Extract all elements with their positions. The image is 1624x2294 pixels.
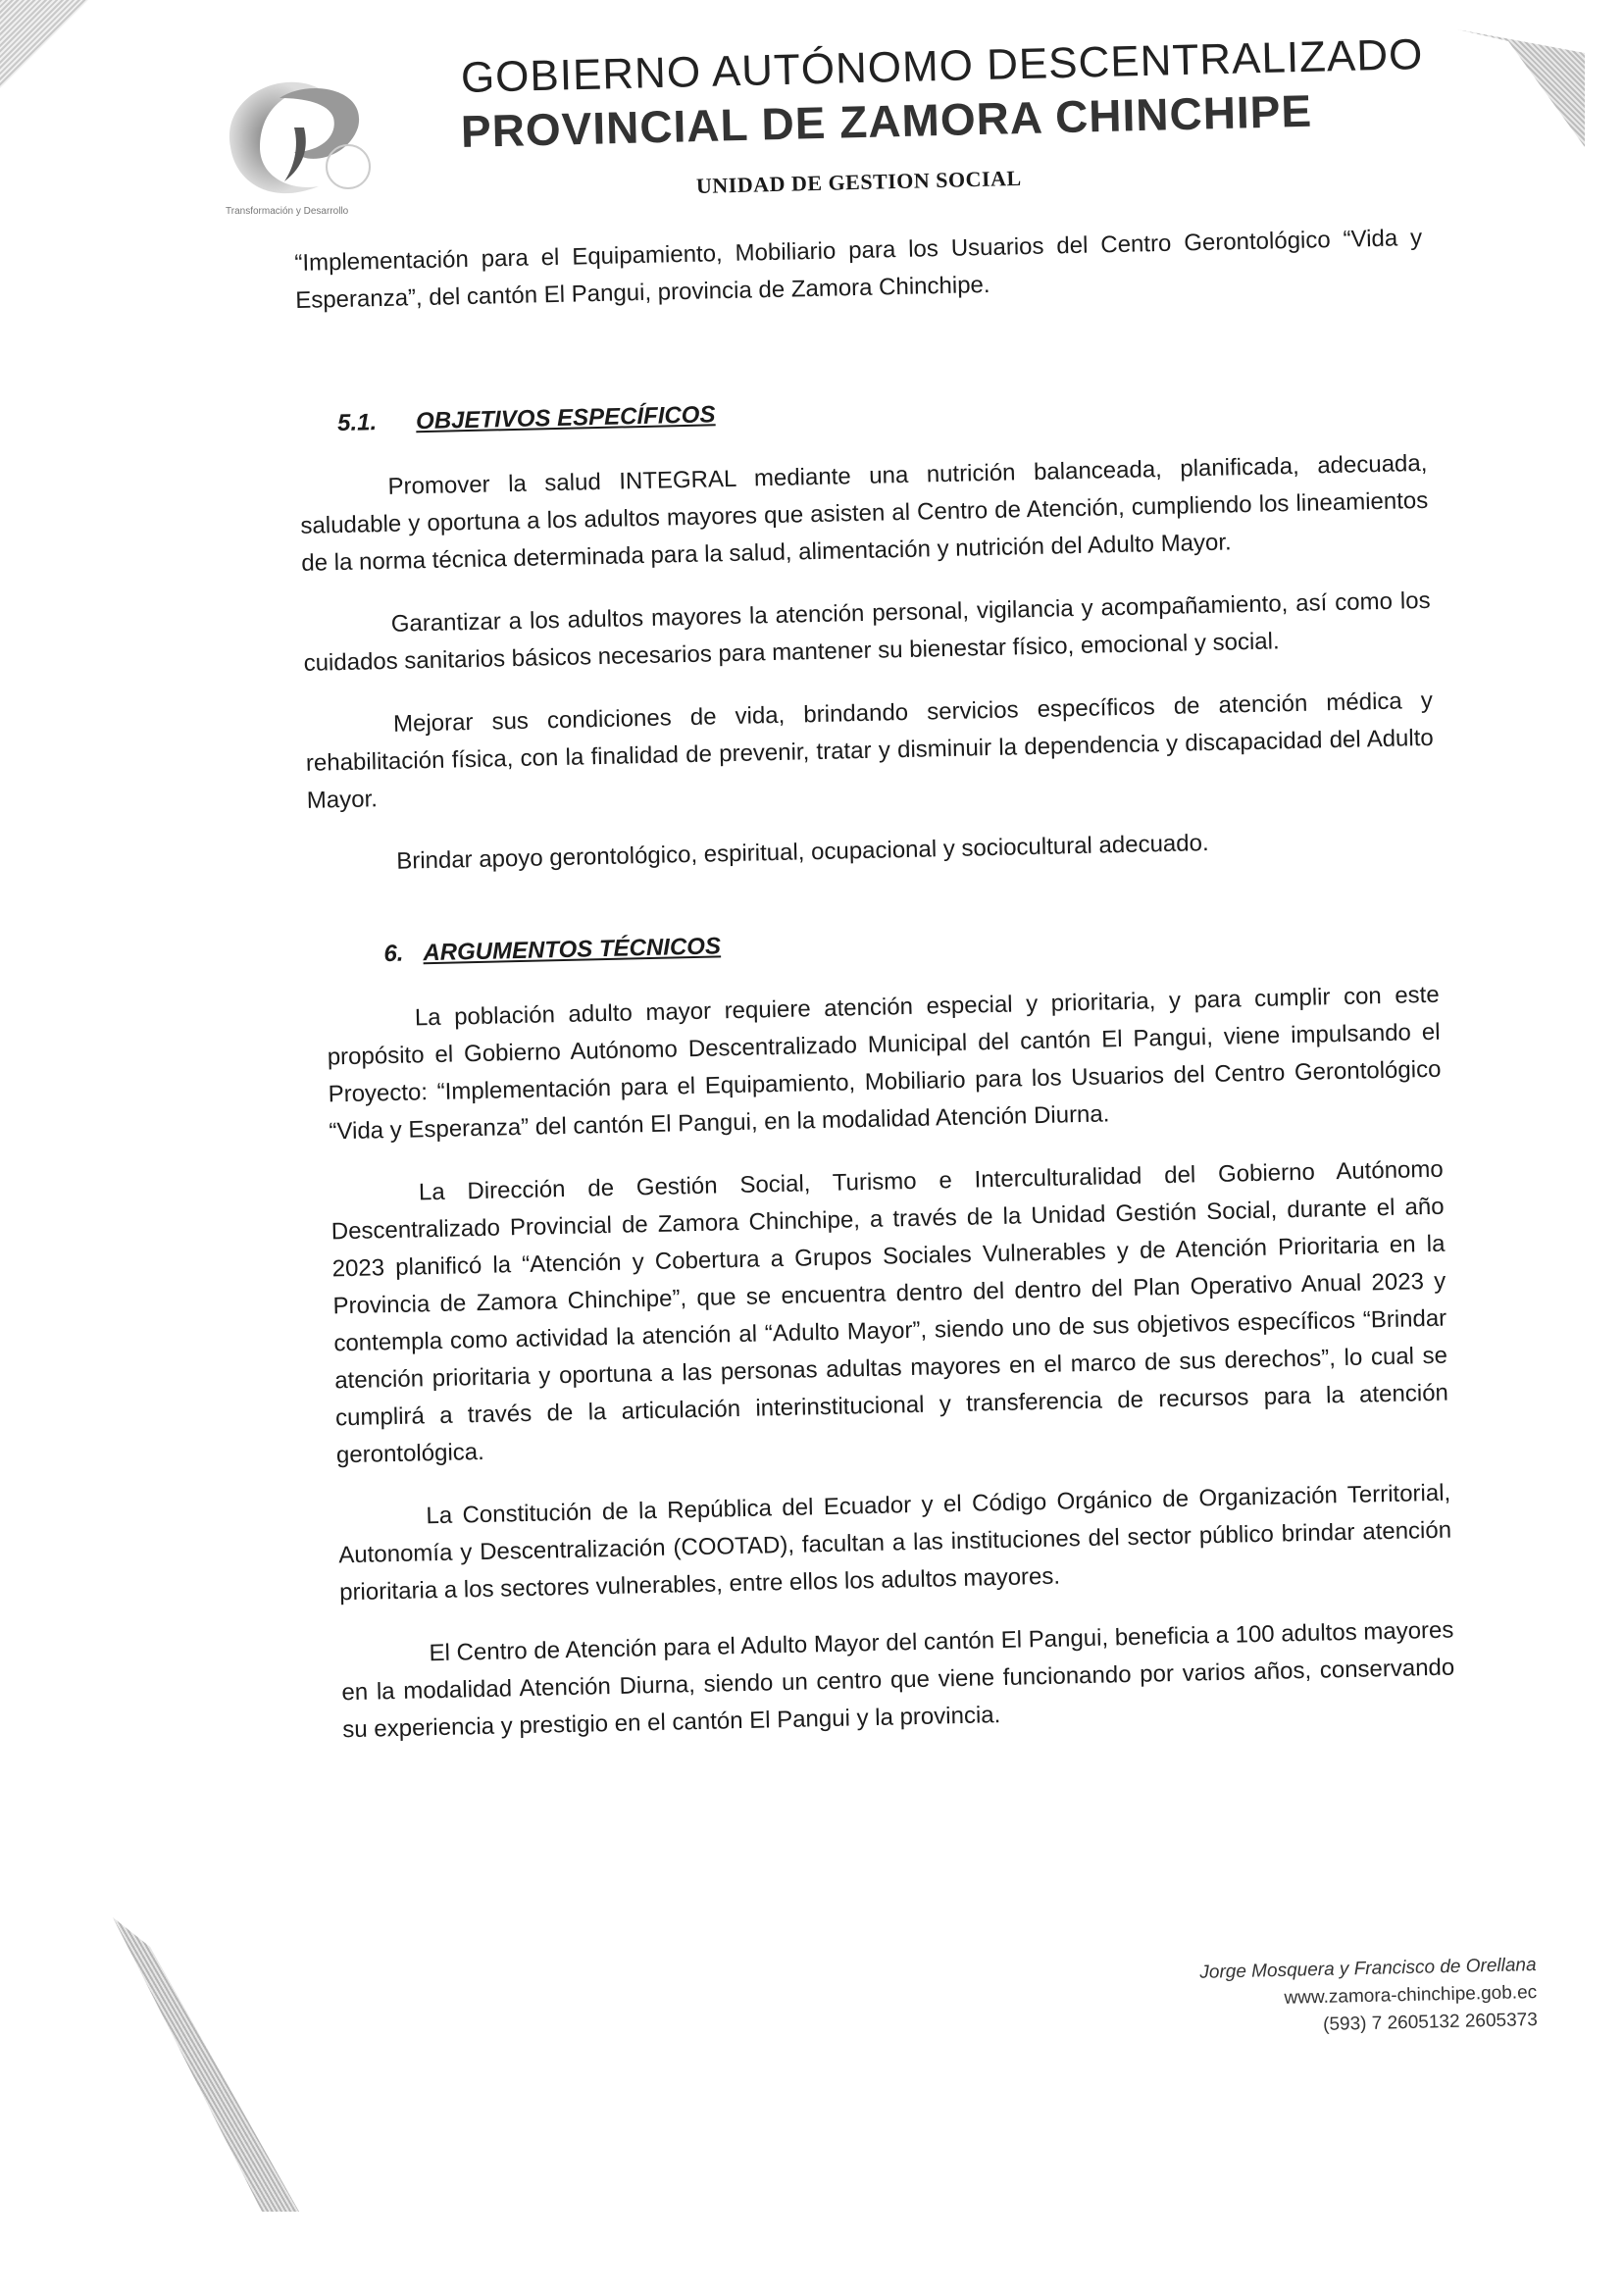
- footer-website: www.zamora-chinchipe.gob.ec: [1284, 1981, 1538, 2009]
- section-number: 6.: [383, 940, 404, 968]
- letterhead-line-1: GOBIERNO AUTÓNOMO DESCENTRALIZADO: [460, 30, 1424, 102]
- objective-paragraph: Brindar apoyo gerontológico, espiritual, ocupacional y sociocultural adecuado.: [395, 830, 1209, 875]
- section-number: 5.1.: [336, 409, 378, 437]
- section-6-heading: [325, 912, 1439, 975]
- argument-paragraph: La Constitución de la República del Ecuador y el Código Orgánico de Organización Territorial, Autonomía y Descentralización (COOTAD), facultan a las instituciones del sector público brindar atención prioritaria a los sectores vulnerables, entre ellos los adultos mayores.: [338, 1479, 1452, 1606]
- gad-logo-icon: [201, 59, 397, 206]
- section-title: OBJETIVOS ESPECÍFICOS: [415, 401, 716, 435]
- objective-paragraph: Garantizar a los adultos mayores la atención personal, vigilancia y acompañamiento, así como los cuidados sanitarios básicos necesarios para mantener su bienestar físico, emocional y social.: [303, 586, 1431, 677]
- letterhead: [460, 30, 1451, 199]
- scan-corner-top-left: [0, 0, 88, 88]
- document-body: [294, 220, 1456, 1775]
- argument-paragraph: El Centro de Atención para el Adulto Mayor del cantón El Pangui, beneficia a 100 adultos mayores en la modalidad Atención Diurna, siendo un centro que viene funcionando por varios años, conservando su experiencia y prestigio en el cantón El Pangui y la provincia.: [341, 1616, 1455, 1744]
- argument-paragraph: La Dirección de Gestión Social, Turismo e Interculturalidad del Gobierno Autónomo Descentralizado Provincial de Zamora Chinchipe, a través de la Unidad Gestión Social, durante el año 2023 planificó la “Atención y Cobertura a Grupos Sociales Vulnerables y de Atención Prioritaria en la Provincia de Zamora Chinchipe”, que se encuentra dentro del dentro del Plan Operativo Anual 2023 y contempla como actividad la atención al “Adulto Mayor”, siendo uno de sus objetivos específicos “Brindar atención prioritaria y oportuna a las personas adultas mayores en el marco de sus derechos”, lo cual se cumplirá a través de la articulación interinstitucional y transferencia de recursos para la atención gerontológica.: [330, 1155, 1449, 1469]
- letterhead-unit: UNIDAD DE GESTION SOCIAL: [695, 165, 1022, 198]
- footer-contact: [1199, 1952, 1538, 2042]
- scan-corner-top-right: [1457, 29, 1585, 147]
- argument-paragraph: La población adulto mayor requiere atención especial y prioritaria, y para cumplir con este propósito el Gobierno Autónomo Descentralizado Municipal del cantón El Pangui, viene impulsando el Proyecto: “Implementación para el Equipamiento, Mobiliario para los Usuarios del Centro Gerontológico “Vida y Esperanza” del cantón El Pangui, en la modalidad Atención Diurna.: [327, 981, 1442, 1146]
- scan-corner-bottom-left: [113, 1917, 299, 2212]
- section-6-block: [325, 912, 1455, 1750]
- section-5-1-heading: [298, 381, 1427, 443]
- section-title: ARGUMENTOS TÉCNICOS: [423, 933, 722, 967]
- intro-paragraph: “Implementación para el Equipamiento, Mobiliario para los Usuarios del Centro Gerontológico “Vida y Esperanza”, del cantón El Pangui, provincia de Zamora Chinchipe.: [294, 224, 1423, 314]
- footer-address: Jorge Mosquera y Francisco de Orellana: [1198, 1954, 1537, 1983]
- objective-paragraph: Mejorar sus condiciones de vida, brindando servicios específicos de atención médica y rehabilitación física, con la finalidad de prevenir, tratar y disminuir la dependencia y discapacidad del Adulto Mayor.: [305, 687, 1435, 814]
- letterhead-line-2: PROVINCIAL DE ZAMORA CHINCHIPE: [460, 84, 1313, 157]
- footer-phone: (593) 7 2605132 2605373: [1322, 2009, 1538, 2035]
- logo-caption: Transformación y Desarrollo: [226, 206, 349, 217]
- objective-paragraph: Promover la salud INTEGRAL mediante una nutrición balanceada, planificada, adecuada, saludable y oportuna a los adultos mayores que asisten al Centro de Atención, cumpliendo los lineamientos de la norma técnica determinada para la salud, alimentación y nutrición del Adulto Mayor.: [300, 449, 1429, 577]
